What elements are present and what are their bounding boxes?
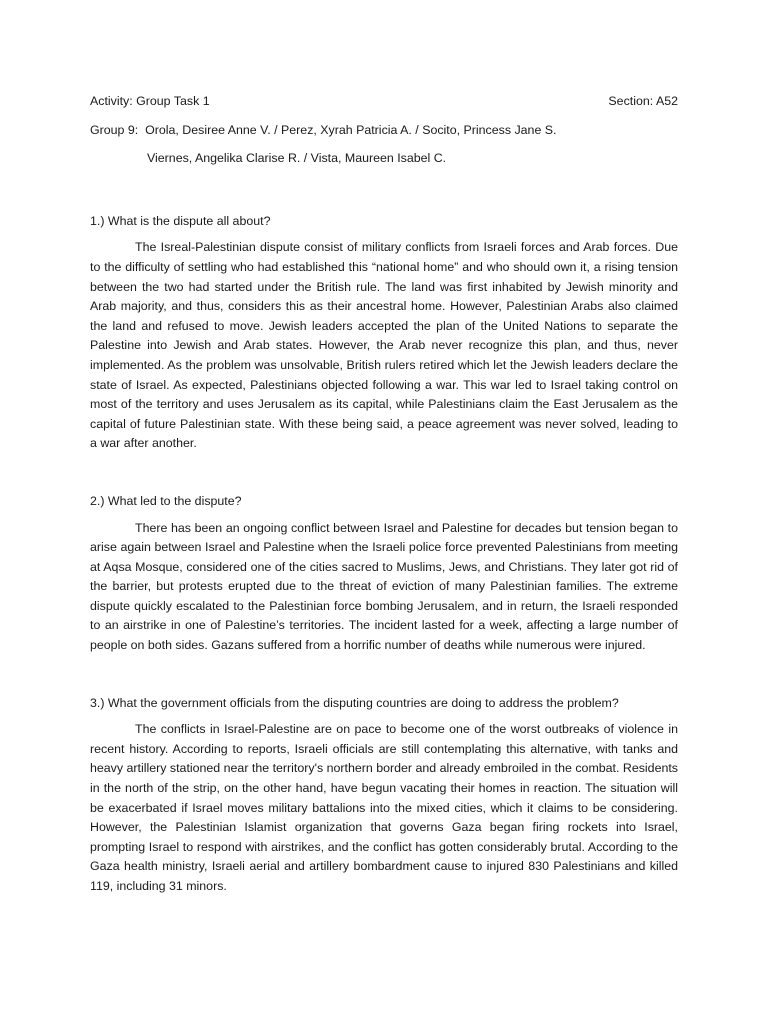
header-row: [90, 92, 678, 112]
group-members-line-2: Viernes, Angelika Clarise R. / Vista, Maureen Isabel C.: [147, 151, 447, 166]
group-members-first: Orola, Desiree Anne V. / Perez, Xyrah Patricia A. / Socito, Princess Jane S.: [145, 122, 557, 137]
question-1: 1.) What is the dispute all about?: [90, 213, 271, 228]
activity-title: Activity: Group Task 1: [90, 94, 210, 108]
document-page: [90, 92, 678, 897]
answer-2: There has been an ongoing conflict between Israel and Palestine for decades but tension began to arise again between Israel and Palestine when the Israeli police force prevented Palestinians from meeting at Aqsa Mosque, considered one of the cities sacred to Muslims, Jews, and Christians. They later got rid of the barrier, but protests erupted due to the threat of eviction of many Palestinian families. The extreme dispute quickly escalated to the Palestinian force bombing Jerusalem, and in return, the Israeli responded to an airstrike in one of Palestine’s territories. The incident lasted for a week, affecting a large number of people on both sides. Gazans suffered from a horrific number of deaths while numerous were injured.: [90, 520, 678, 653]
question-2: 2.) What led to the dispute?: [90, 493, 242, 508]
group-members-line-1: [90, 121, 678, 141]
group-label: Group 9:: [90, 122, 146, 137]
question-3: 3.) What the government officials from the disputing countries are doing to address the problem?: [90, 695, 619, 710]
section-label: Section: A52: [608, 94, 678, 108]
answer-3: The conflicts in Israel-Palestine are on pace to become one of the worst outbreaks of violence in recent history. According to reports, Israeli officials are still contemplating this alternative, with tanks and heavy artillery stationed near the territory's northern border and already embroiled in the combat. Residents in the north of the strip, on the other hand, have begun vacating their homes in reaction. The situation will be exacerbated if Israel moves military battalions into the mixed cities, which it claims to be considering. However, the Palestinian Islamist organization that governs Gaza began firing rockets into Israel, prompting Israel to respond with airstrikes, and the conflict has gotten considerably brutal. According to the Gaza health ministry, Israeli aerial and artillery bombardment cause to injured 830 Palestinians and killed 119, including 31 minors.: [90, 722, 678, 893]
answer-1: The Isreal-Palestinian dispute consist of military conflicts from Israeli forces and Arab forces. Due to the difficulty of settling who had established this “national home” and who should own it, a rising tension between the two had started under the British rule. The land was first inhabited by Jewish minority and Arab majority, and thus, considers this as their ancestral home. However, Palestinian Arabs also claimed the land and refused to move. Jewish leaders accepted the plan of the United Nations to separate the Palestine into Jewish and Arab states. However, the Arab never recognize this plan, and thus, never implemented. As the problem was unsolvable, British rulers retired which let the Jewish leaders declare the state of Israel. As expected, Palestinians objected following a war. This war led to Israel taking control on most of the territory and uses Jerusalem as its capital, while Palestinians claim the East Jerusalem as the capital of future Palestinian state. With these being said, a peace agreement was never solved, leading to a war after another.: [90, 240, 678, 451]
